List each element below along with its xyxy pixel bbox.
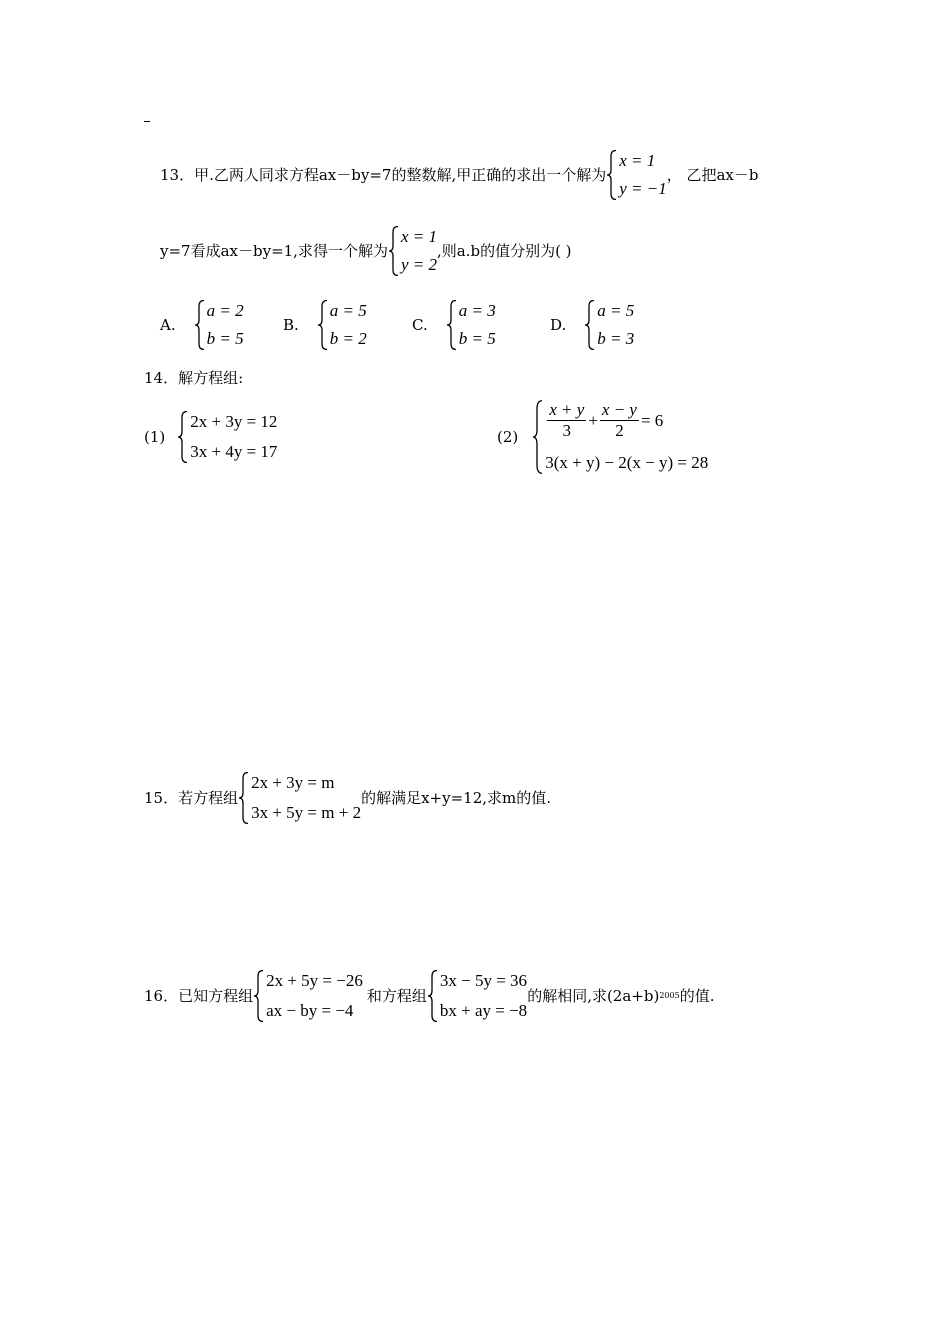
q14-title: 14．解方程组: xyxy=(144,369,244,387)
option-eq: a = 2 xyxy=(206,301,244,320)
option-eq: b = 5 xyxy=(206,329,244,348)
q13-solution-1 xyxy=(606,150,667,200)
rhs: = 6 xyxy=(640,410,664,430)
option-eq: b = 2 xyxy=(329,329,367,348)
q16-line xyxy=(144,970,714,1022)
header-mark xyxy=(144,121,150,122)
q15-suffix: 的解满足x+y=12,求m的值. xyxy=(361,789,552,807)
q16-suffix-b: 的值. xyxy=(679,987,715,1005)
q15-eq1: 2x + 3y = m xyxy=(251,773,335,792)
brace-icon xyxy=(238,772,249,824)
q13-sol1-eq1: x = 1 xyxy=(619,151,656,170)
option-eq: a = 5 xyxy=(597,301,635,320)
brace-icon xyxy=(532,400,543,474)
brace-icon xyxy=(253,970,264,1022)
q14-p1-eq2: 3x + 4y = 17 xyxy=(190,442,278,461)
brace-icon xyxy=(446,300,457,350)
option-label: D. xyxy=(550,316,567,334)
q16-exponent: 2005 xyxy=(659,991,680,1000)
fraction-numerator: x − y xyxy=(601,400,637,419)
q13-line1 xyxy=(160,150,759,200)
q13-line1-prefix: 13．甲.乙两人同求方程ax－by=7的整数解,甲正确的求出一个解为 xyxy=(160,166,607,184)
q13-sol2-eq1: x = 1 xyxy=(400,227,437,246)
q13-option-c xyxy=(412,300,496,350)
brace-icon xyxy=(388,226,399,276)
q14-part1-label: (1) xyxy=(144,428,166,446)
option-eq: b = 3 xyxy=(597,329,635,348)
q13-line2-prefix: y=7看成ax－by=1,求得一个解为 xyxy=(160,242,388,260)
q16-middle: 和方程组 xyxy=(366,987,427,1005)
q15-prefix: 15．若方程组 xyxy=(144,789,239,807)
q13-solution-2 xyxy=(388,226,437,276)
brace-icon xyxy=(317,300,328,350)
q14-part2-label: (2) xyxy=(497,428,519,446)
q16-suffix-a: 的解相同,求(2a+b) xyxy=(527,987,660,1005)
q13-sol1-eq2: y = −1 xyxy=(619,179,667,198)
fraction xyxy=(600,400,639,441)
option-label: C. xyxy=(412,316,428,334)
brace-icon xyxy=(606,150,617,200)
q14-part2 xyxy=(497,400,708,474)
q15-line xyxy=(144,772,551,824)
brace-icon xyxy=(427,970,438,1022)
fraction xyxy=(547,400,586,441)
brace-icon xyxy=(584,300,595,350)
q13-line2 xyxy=(160,226,572,276)
q13-option-d xyxy=(550,300,634,350)
brace-icon xyxy=(177,411,188,463)
q13-option-a xyxy=(160,300,244,350)
q13-line2-suffix: ,则a.b的值分别为( ) xyxy=(436,242,572,260)
option-eq: b = 5 xyxy=(458,329,496,348)
q13-option-b xyxy=(283,300,367,350)
option-label: B. xyxy=(283,316,299,334)
q14-p1-eq1: 2x + 3y = 12 xyxy=(190,412,278,431)
q14-p2-eq2: 3(x + y) − 2(x − y) = 28 xyxy=(545,453,709,472)
q13-sol2-eq2: y = 2 xyxy=(400,255,437,274)
fraction-numerator: x + y xyxy=(549,400,585,419)
q16-sys2-eq1: 3x − 5y = 36 xyxy=(439,971,528,990)
q16-sys2-eq2: bx + ay = −8 xyxy=(439,1001,528,1020)
fraction-denominator: 2 xyxy=(615,421,624,440)
q13-line1-suffix: ， 乙把ax－b xyxy=(666,166,759,184)
option-eq: a = 3 xyxy=(458,301,496,320)
q14-part1 xyxy=(144,411,277,463)
q14-p2-eq1 xyxy=(545,400,708,441)
q16-sys1-eq2: ax − by = −4 xyxy=(266,1001,354,1020)
option-label: A. xyxy=(160,316,176,334)
q16-prefix: 16．已知方程组 xyxy=(144,987,254,1005)
plus-sign: + xyxy=(588,410,598,430)
fraction-denominator: 3 xyxy=(562,421,572,440)
brace-icon xyxy=(194,300,205,350)
q15-eq2: 3x + 5y = m + 2 xyxy=(251,803,362,822)
q16-sys1-eq1: 2x + 5y = −26 xyxy=(266,971,363,990)
option-eq: a = 5 xyxy=(329,301,367,320)
